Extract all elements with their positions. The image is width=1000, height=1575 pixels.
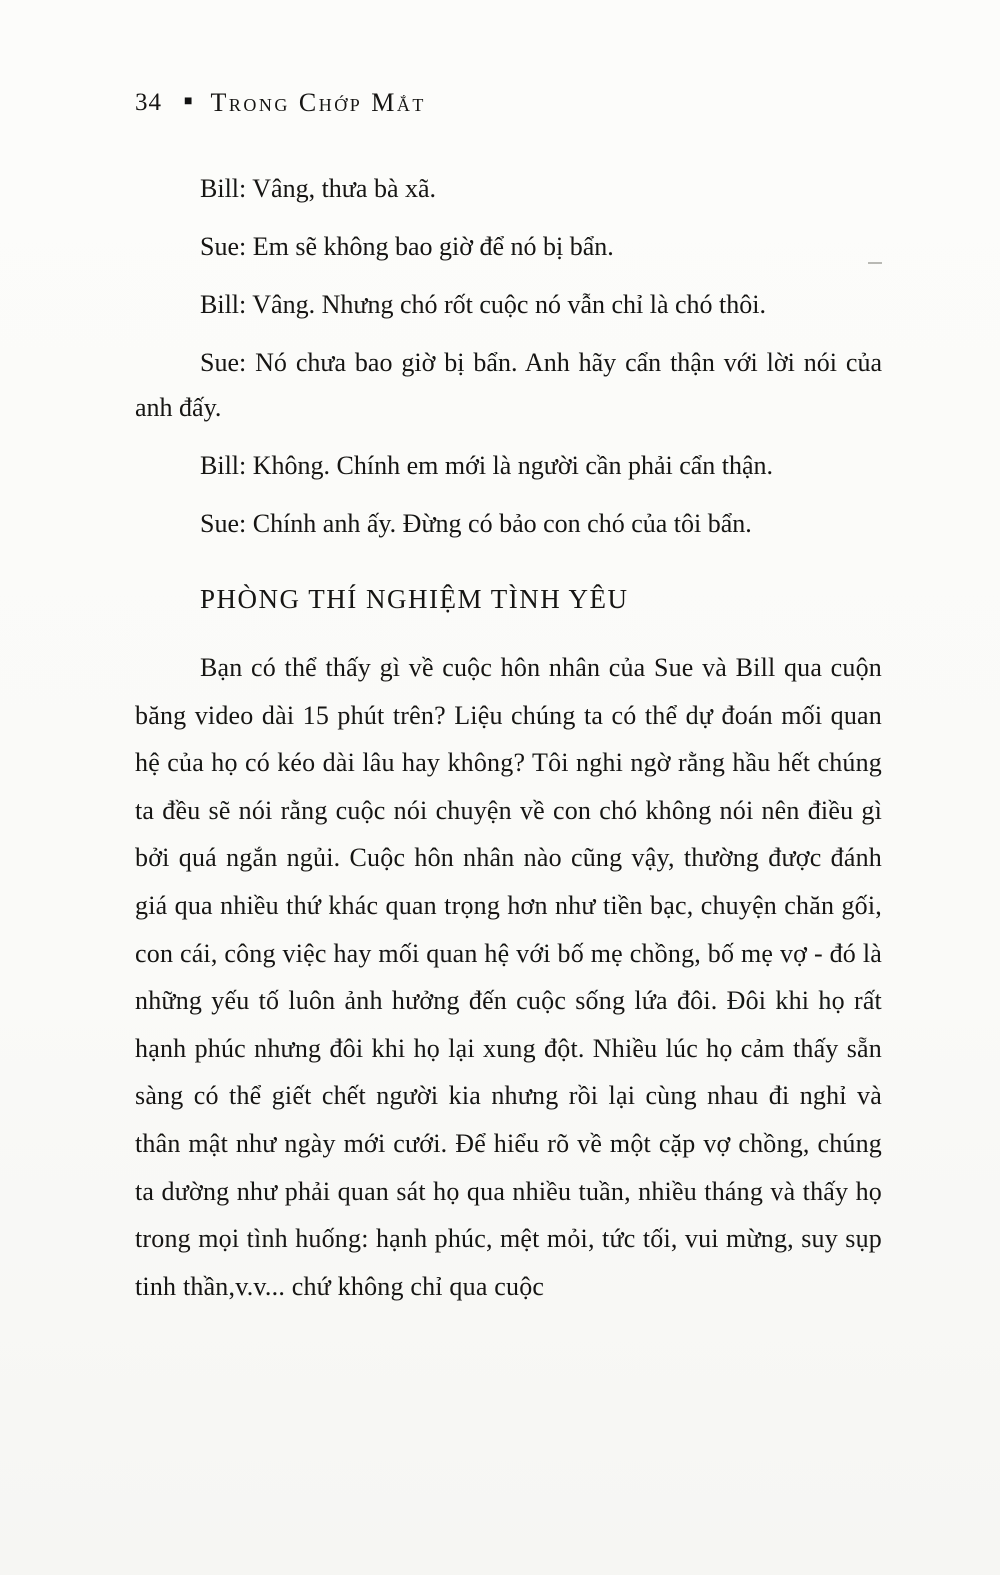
dialogue-line: Bill: Vâng. Nhưng chó rốt cuộc nó vẫn chỉ là chó thôi. [200, 290, 767, 319]
page-header [135, 88, 882, 118]
dialogue-section [135, 166, 882, 546]
dialogue-line: Bill: Vâng, thưa bà xã. [200, 174, 437, 203]
dialogue-line: Bill: Không. Chính em mới là người cần phải cẩn thận. [200, 451, 774, 480]
section-heading: PHÒNG THÍ NGHIỆM TÌNH YÊU [200, 584, 629, 614]
page-number: 34 [135, 89, 162, 116]
book-title: Trong Chớp Mắt [210, 88, 426, 117]
square-bullet-icon: ■ [184, 94, 193, 109]
dialogue-line: Sue: Chính anh ấy. Đừng có bảo con chó của tôi bẩn. [200, 509, 752, 538]
dialogue-line: Sue: Nó chưa bao giờ bị bẩn. Anh hãy cẩn thận với lời nói của anh đấy. [135, 348, 882, 422]
dialogue-line: Sue: Em sẽ không bao giờ để nó bị bẩn. [200, 232, 614, 261]
body-paragraph: Bạn có thể thấy gì về cuộc hôn nhân của Sue và Bill qua cuộn băng video dài 15 phút trên? Liệu chúng ta có thể dự đoán mối quan hệ của họ có kéo dài lâu hay không? Tôi nghi ngờ rằng hầu hết chúng ta đều sẽ nói rằng cuộc nói chuyện về con chó không nói nên điều gì bởi quá ngắn ngủi. Cuộc hôn nhân nào cũng vậy, thường được đánh giá qua nhiều thứ khác quan trọng hơn như tiền bạc, chuyện chăn gối, con cái, công việc hay mối quan hệ với bố mẹ chồng, bố mẹ vợ - đó là những yếu tố luôn ảnh hưởng đến cuộc sống lứa đôi. Đôi khi họ rất hạnh phúc nhưng đôi khi họ lại xung đột. Nhiều lúc họ cảm thấy sẵn sàng có thể giết chết người kia nhưng rồi lại cùng nhau đi nghỉ và thân mật như ngày mới cưới. Để hiểu rõ về một cặp vợ chồng, chúng ta dường như phải quan sát họ qua nhiều tuần, nhiều tháng và thấy họ trong mọi tình huống: hạnh phúc, mệt mỏi, tức tối, vui mừng, suy sụp tinh thần,v.v... chứ không chỉ qua cuộc [135, 653, 882, 1301]
scan-artifact-mark [868, 262, 882, 264]
